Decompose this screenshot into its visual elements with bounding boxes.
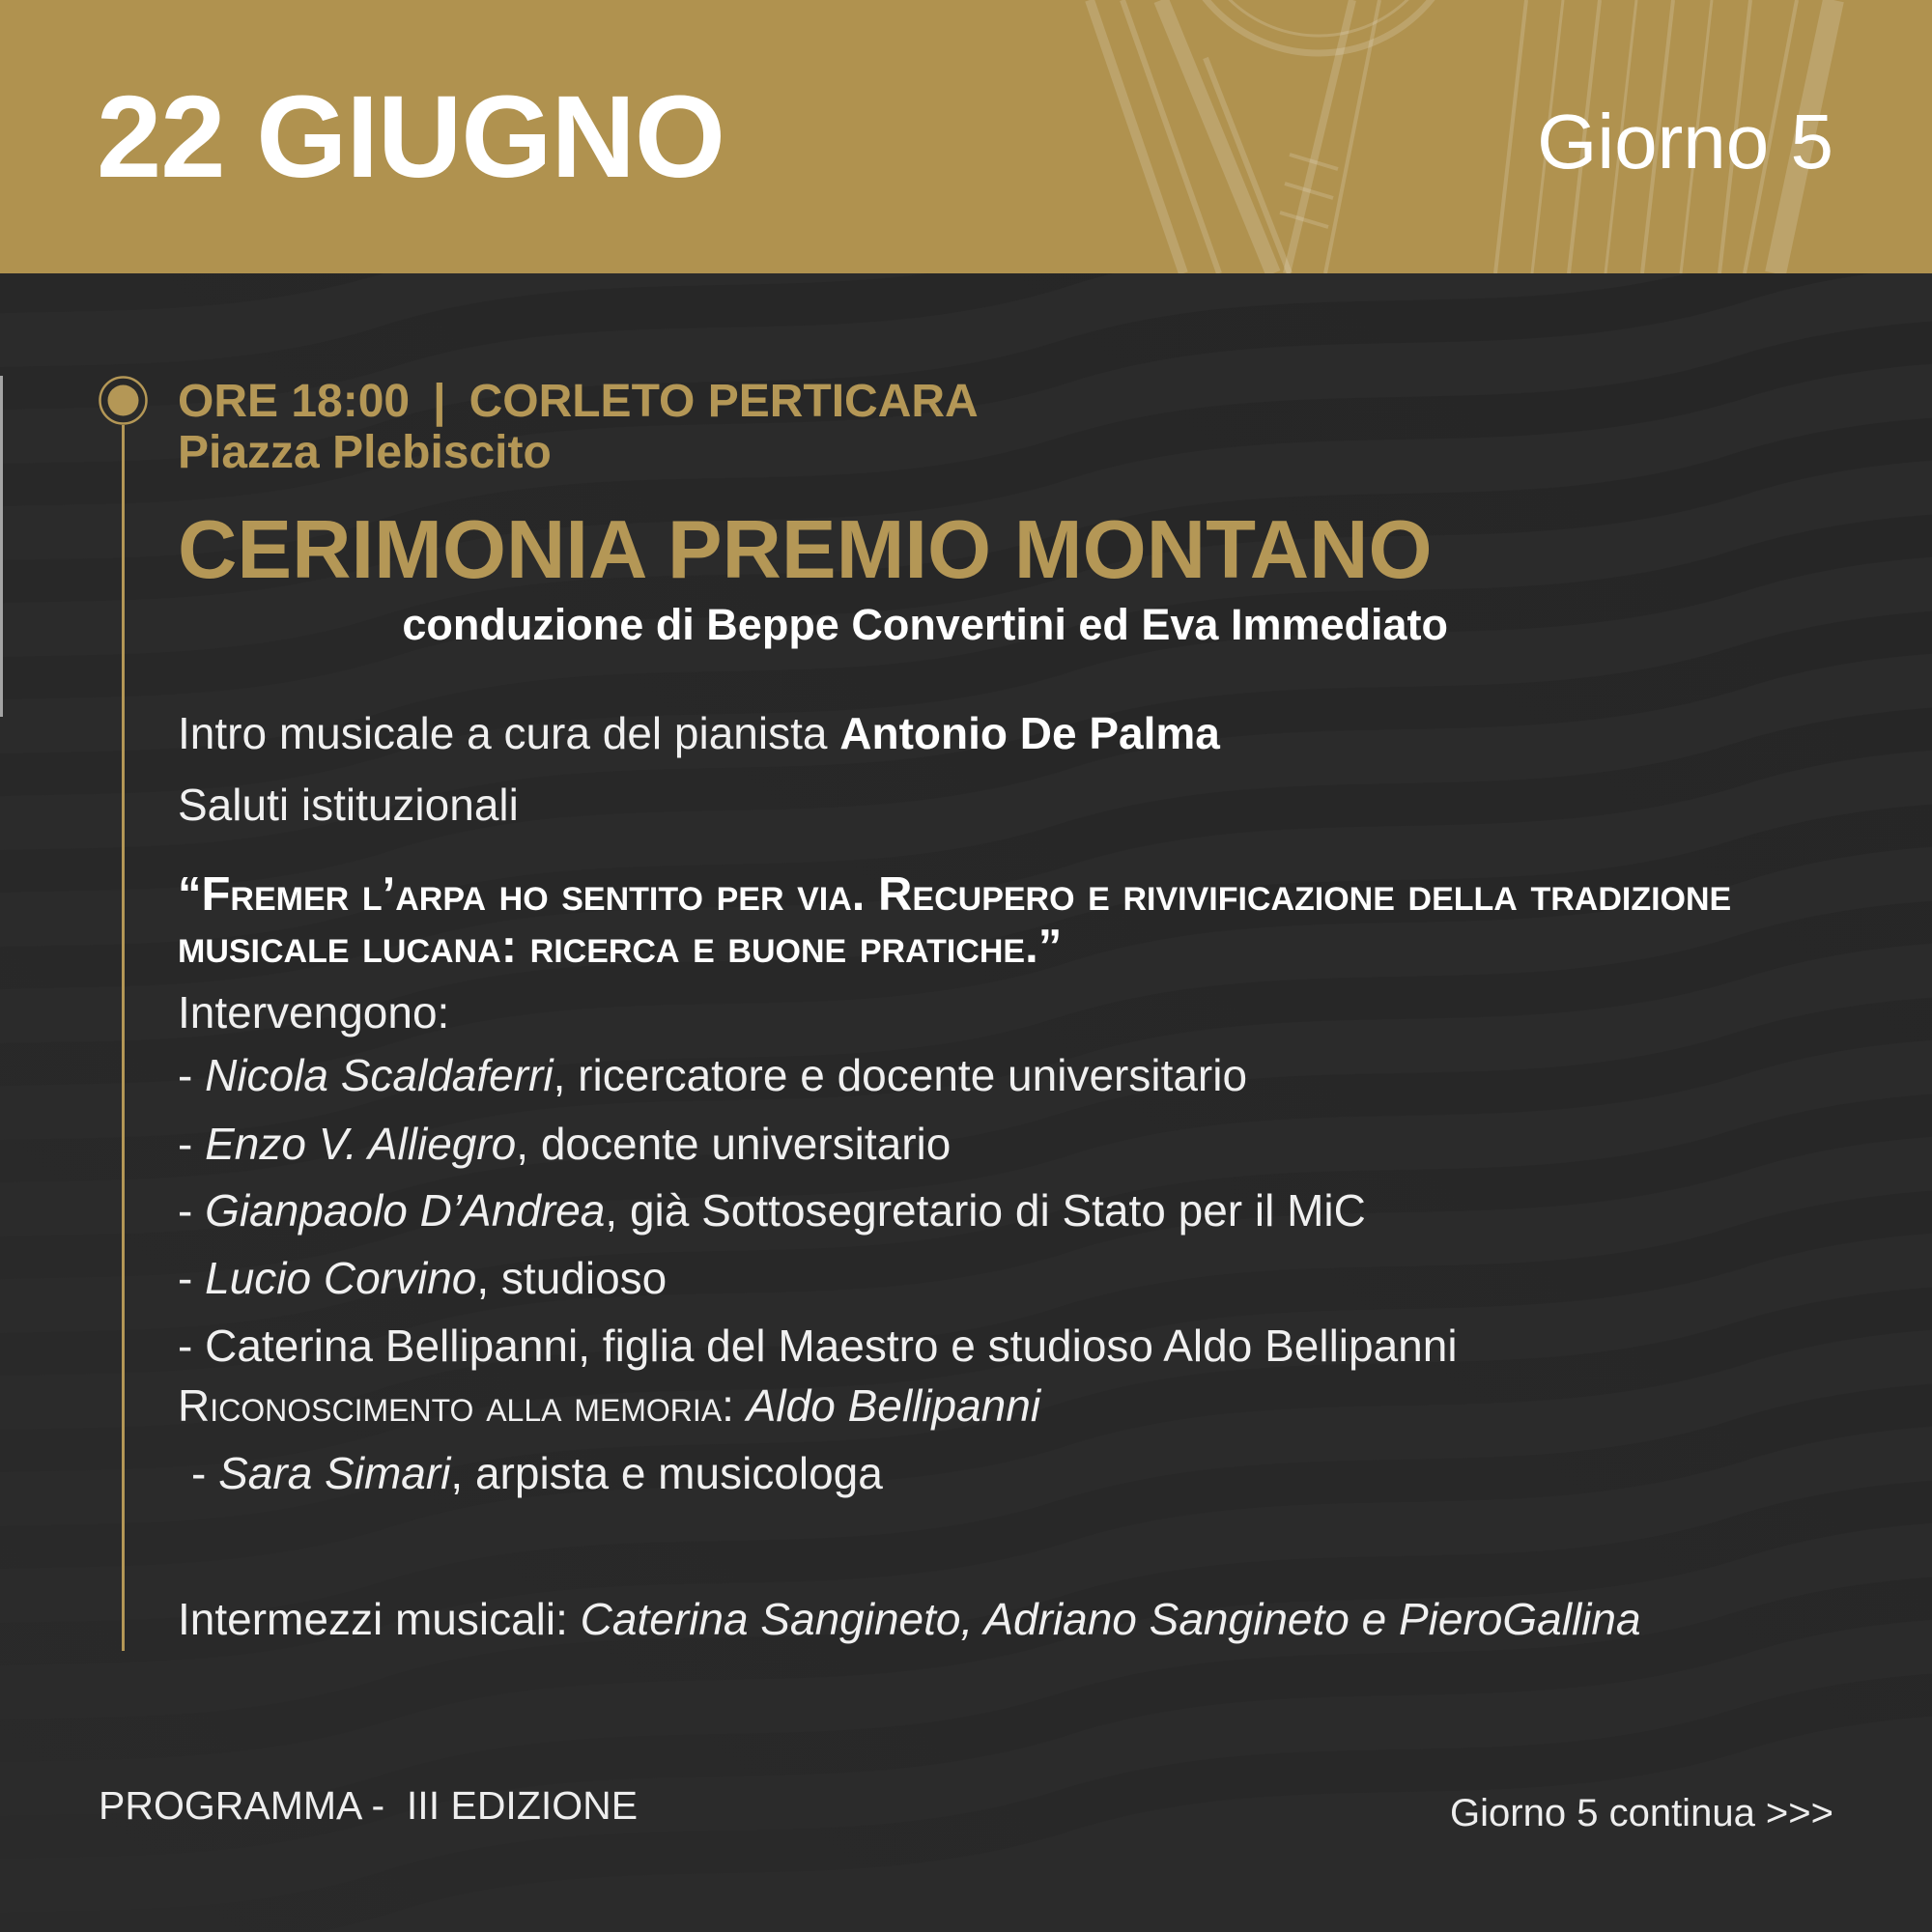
time-location — [178, 376, 979, 427]
speakers-label: Intervengono: — [178, 987, 450, 1037]
speaker-role: , già Sottosegretario di Stato per il MiC — [605, 1185, 1366, 1236]
speaker-prefix: - — [178, 1253, 206, 1303]
timeline — [97, 374, 151, 1654]
speaker-text: Caterina Bellipanni, figlia del Maestro e studioso Aldo Bellipanni — [205, 1321, 1458, 1371]
event-town: CORLETO PERTICARA — [469, 376, 979, 427]
speaker-item — [178, 1119, 952, 1169]
speaker-item — [178, 1185, 1366, 1236]
speaker-item — [178, 1321, 1458, 1371]
intro-text: Intro musicale a cura del pianista — [178, 708, 840, 758]
event-date: 22 GIUGNO — [97, 71, 724, 202]
recognition-speaker — [191, 1448, 883, 1498]
speaker-name: Enzo V. Alliegro — [205, 1119, 517, 1169]
event-hosts: conduzione di Beppe Convertini ed Eva Immediato — [402, 600, 1448, 649]
speaker-prefix: - — [178, 1050, 206, 1100]
speaker-name: Sara Simari — [218, 1448, 451, 1498]
speaker-name: Gianpaolo D’Andrea — [205, 1185, 606, 1236]
speaker-role: , docente universitario — [516, 1119, 952, 1169]
event-title: CERIMONIA PREMIO MONTANO — [178, 504, 1433, 596]
interludes-performers: Caterina Sangineto, Adriano Sangineto e PieroGallina — [580, 1594, 1641, 1644]
speaker-role: , arpista e musicologa — [450, 1448, 883, 1498]
edge-strip — [0, 376, 3, 717]
greetings-line: Saluti istituzionali — [178, 780, 519, 830]
speaker-role: , ricercatore e docente universitario — [553, 1050, 1248, 1100]
speaker-prefix: - — [178, 1119, 206, 1169]
speaker-name: Lucio Corvino — [205, 1253, 477, 1303]
speaker-name: Nicola Scaldaferri — [205, 1050, 554, 1100]
day-label: Giorno 5 — [1537, 99, 1833, 185]
speaker-item — [178, 1050, 1248, 1100]
program-edition: PROGRAMMA - III EDIZIONE — [99, 1783, 639, 1828]
header-band — [0, 0, 1932, 273]
speaker-item — [178, 1253, 668, 1303]
event-time: ORE 18:00 — [178, 376, 411, 427]
talk-title-line-1: “Fremer l’arpa ho sentito per via. Recupero e rivivificazione della tradizione — [178, 868, 1732, 921]
timeline-dot-icon — [108, 385, 139, 416]
recognition-line — [178, 1380, 1041, 1431]
interludes-label: Intermezzi musicali: — [178, 1594, 581, 1644]
speaker-prefix: - — [178, 1321, 206, 1371]
speaker-prefix: - — [191, 1448, 219, 1498]
separator: | — [433, 376, 446, 427]
intro-line — [178, 708, 1220, 758]
talk-title-line-2: musicale lucana: ricerca e buone pratiche.” — [178, 921, 1063, 973]
recognition-honoree: Aldo Bellipanni — [746, 1380, 1041, 1431]
intro-performer: Antonio De Palma — [839, 708, 1220, 758]
speaker-prefix: - — [178, 1185, 206, 1236]
interludes-line — [178, 1594, 1641, 1644]
event-venue: Piazza Plebiscito — [178, 427, 552, 478]
speaker-role: , studioso — [476, 1253, 668, 1303]
next-page-hint: Giorno 5 continua >>> — [1450, 1792, 1833, 1834]
recognition-label: Riconoscimento alla memoria: — [178, 1380, 747, 1431]
